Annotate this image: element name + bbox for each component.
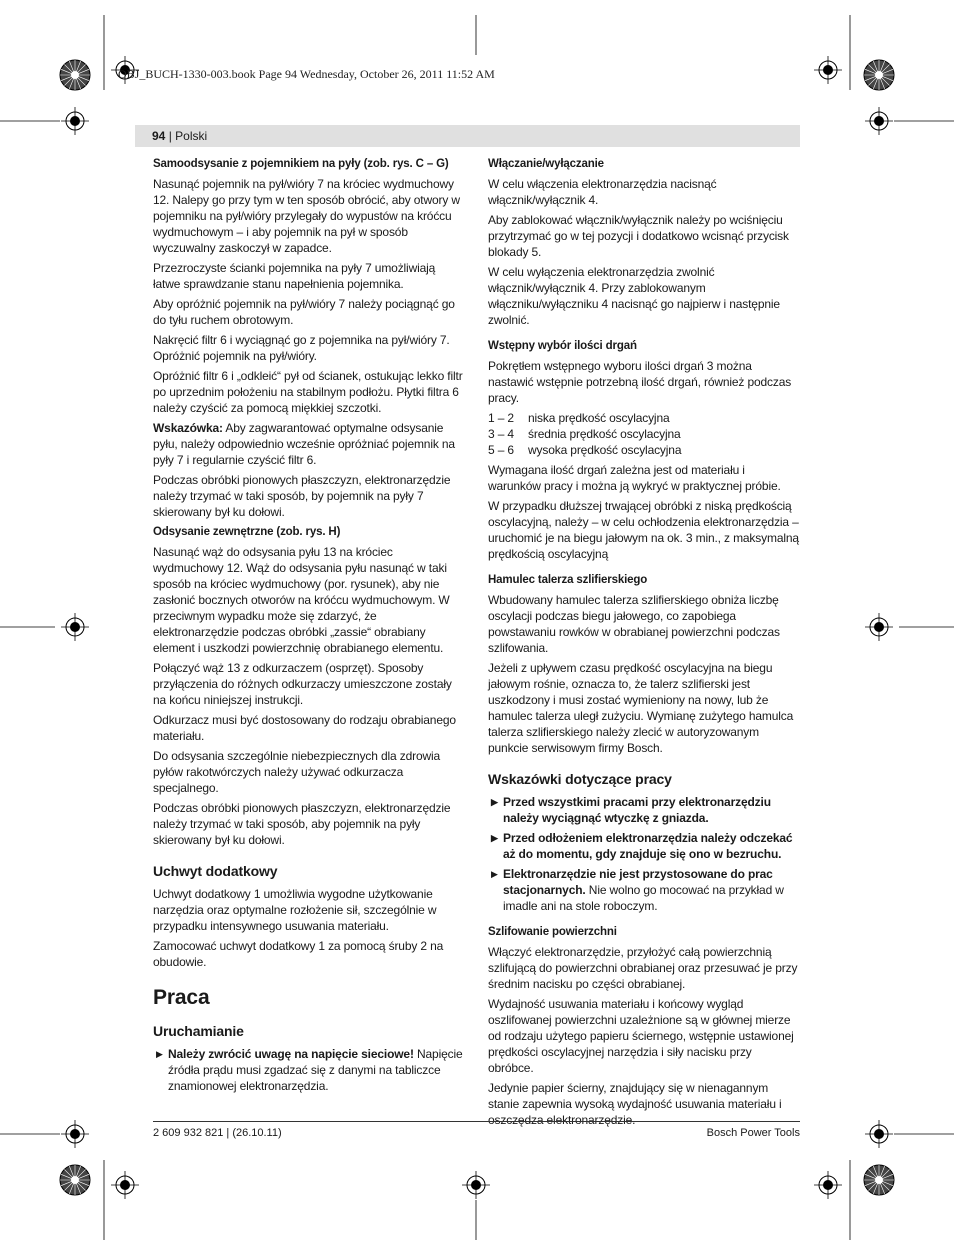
bullet-item [488,794,800,826]
paragraph: Włączyć elektronarzędzie, przyłożyć całą powierzchnią szlifującą do powierzchni obrabianej oraz przesuwać je przy średnim nacisku po części obrabianej. [488,945,798,991]
paragraph: Podczas obróbki pionowych płaszczyzn, elektronarzędzie należy trzymać w taki sposób, aby pojemnik na pyły skierowany był ku dołowi. [153,801,451,847]
bullet-item [153,1046,465,1094]
bullet-item [488,830,800,862]
page-footer [153,1121,800,1139]
heading-starting: Uruchamianie [153,1023,244,1039]
bullet-text: Przed odłożeniem elektronarzędzia należy odczekać aż do momentu, gdy znajduje się ono w bezruchu. [503,831,793,861]
heading-self-dust-extraction: Samoodsysanie z pojemnikiem na pyły (zob. rys. C – G) [153,158,449,170]
triangle-bullet-icon: ▶ [491,869,498,879]
paragraph: Podczas obróbki pionowych płaszczyzn, elektronarzędzie należy trzymać w taki sposób, by pojemnik na pyły 7 skierowany był ku dołowi. [153,473,451,519]
paragraph: Wymagana ilość drgań zależna jest od materiału i warunków pracy i można ją wykryć w praktycznej próbie. [488,463,781,493]
bullet-text: Nie wolno go mocować na przykład w imadle ani na stole roboczym. [503,883,784,913]
oscillation-range-list [488,410,800,458]
right-column [488,156,800,1132]
range-key: 3 – 4 [488,427,514,441]
file-info-header: OBJ_BUCH-1330-003.book Page 94 Wednesday, October 26, 2011 11:52 AM [118,67,495,81]
paragraph: Wydajność usuwania materiału i końcowy wygląd oszlifowanej powierzchni uzależnione są w głównej mierze od rodzaju użytego papieru ściernego, wstępnie ustawionej prędkości oscylacyjnej narzędzia i siły nacisku przy obróbce. [488,997,794,1075]
paragraph: Jedynie papier ścierny, znajdujący się w nienagannym stanie zapewnia wysoką wydajność usuwania materiału i oszczędza elektronarzędzie. [488,1081,782,1127]
paragraph: W celu wyłączenia elektronarzędzia zwolnić włącznik/wyłącznik 4. Przy zablokowanym włączniku/wyłączniku 4 nacisnąć go najpierw i następnie zwolnić. [488,265,780,327]
note-label: Wskazówka: [153,421,223,435]
paragraph: Opróżnić filtr 6 i „odkleić“ pył od ścianek, ostukując lekko filtr po uprzednim położeniu na stabilnym podłożu. Płytki filtra 6 należy czyścić za pomocą miękkiej szczotki. [153,369,463,415]
paragraph: Odkurzacz musi być dostosowany do rodzaju obrabianego materiału. [153,713,456,743]
bullet-text: Przed wszystkimi pracami przy elektronarzędziu należy wyciągnąć wtyczkę z gniazda. [503,795,771,825]
paragraph: Jeżeli z upływem czasu prędkość oscylacyjna na biegu jałowym rośnie, oznacza to, że talerz szlifierski jest uszkodzony i musi zostać wymieniony na nowy, lub że hamulec talerza uległ zużyciu. Wymianę zużytego hamulca talerza szlifierskiego należy zlecić w autoryzowanym punkcie serwisowym firmy Bosch. [488,661,794,755]
range-row [488,410,800,426]
paragraph: W celu włączenia elektronarzędzia nacisnąć włącznik/wyłącznik 4. [488,177,717,207]
paragraph: Zamocować uchwyt dodatkowy 1 za pomocą śruby 2 na obudowie. [153,939,444,969]
heading-external-extraction: Odsysanie zewnętrzne (zob. rys. H) [153,526,341,538]
paragraph: Nasunąć wąż do odsysania pyłu 13 na króciec wydmuchowy 12. Wąż do odsysania pyłu nasunąć w taki sposób na króciec wydmuchowy (por. rysunek), aby nie zasłonić bocznych otworów na króćcu wydmuchowym. W przeciwnym wypadku może się zdarzyć, że elektronarzędzie podczas obróbki „zassie“ obrabiany element i uszkodzi powierzchnię obrabianego elementu. [153,545,450,655]
page-number-label: 94 | Polski [152,129,208,143]
heading-surface-sanding: Szlifowanie powierzchni [488,926,617,938]
range-value: wysoka prędkość oscylacyjna [528,443,682,457]
left-column [153,156,465,1098]
footer-doc-number: 2 609 932 821 | (26.10.11) [153,1127,282,1139]
range-value: niska prędkość oscylacyjna [528,411,670,425]
bullet-bold: Elektronarzędzie nie jest przystosowane do prac stacjonarnych. [503,867,773,897]
paragraph: Połączyć wąż 13 z odkurzaczem (osprzęt). Sposoby przyłączenia do różnych odkurzaczy umieszczone zostały na końcu niniejszej instrukcji. [153,661,452,707]
paragraph: Przezroczyste ścianki pojemnika na pyły 7 umożliwiają łatwe sprawdzanie stanu napełnienia pojemnika. [153,261,436,291]
heading-praca: Praca [153,986,210,1009]
range-value: średnia prędkość oscylacyjna [528,427,681,441]
bullet-bold: Należy zwrócić uwagę na napięcie sieciowe! [168,1047,414,1061]
page-number: 94 [152,129,166,143]
range-row [488,442,800,458]
triangle-bullet-icon: ▶ [156,1049,163,1059]
paragraph: W przypadku dłuższej trwającej obróbki z niską prędkością oscylacyjną, należy – w celu ochłodzenia elektronarzędzia – uruchomić je na biegu jałowym na ok. 3 min., z maksymalną prędkością oscylacyjną [488,499,799,561]
bullet-text: Napięcie źródła prądu musi zgadzać się z danymi na tabliczce znamionowej elektronarzędzia. [168,1047,463,1093]
heading-oscillation-preselect: Wstępny wybór ilości drgań [488,340,637,352]
heading-pad-brake: Hamulec talerza szlifierskiego [488,574,648,586]
range-key: 5 – 6 [488,443,514,457]
triangle-bullet-icon: ▶ [491,833,498,843]
triangle-bullet-icon: ▶ [491,797,498,807]
heading-working-advice: Wskazówki dotyczące pracy [488,771,672,787]
section-language: Polski [175,129,208,143]
bullet-item [488,866,800,914]
paragraph: Nakręcić filtr 6 i wyciągnąć go z pojemnika na pył/wióry 7. Opróżnić pojemnik na pył/wióry. [153,333,450,363]
footer-brand: Bosch Power Tools [706,1127,800,1139]
paragraph: Aby opróżnić pojemnik na pył/wióry 7 należy pociągnąć go do tyłu ruchem obrotowym. [153,297,455,327]
range-key: 1 – 2 [488,411,514,425]
paragraph: Pokrętłem wstępnego wyboru ilości drgań 3 można nastawić wstępnie potrzebną ilość drgań, również podczas pracy. [488,359,792,405]
page-header-band [135,125,800,147]
note-text: Aby zagwarantować optymalne odsysanie pyłu, należy odpowiednio wcześnie opróżniać pojemnik na pyły 7 i regularnie czyścić filtr 6. [153,421,455,467]
paragraph: Wbudowany hamulec talerza szlifierskiego obniża liczbę oscylacji podczas biegu jałowego, co zapobiega powstawaniu rowków w obrabianej powierzchni podczas szlifowania. [488,593,780,655]
heading-auxiliary-handle: Uchwyt dodatkowy [153,863,278,879]
paragraph: Do odsysania szczególnie niebezpiecznych dla zdrowia pyłów rakotwórczych należy używać odkurzacza specjalnego. [153,749,441,795]
heading-on-off: Włączanie/wyłączanie [488,158,604,170]
paragraph: Uchwyt dodatkowy 1 umożliwia wygodne użytkowanie narzędzia oraz optymalne rozłożenie sił, szczególnie w przypadku intensywnego usuwania materiału. [153,887,437,933]
paragraph: Nasunąć pojemnik na pył/wióry 7 na króciec wydmuchowy 12. Nalepy go przy tym w ten sposób obrócić, aby otwory w pojemniku na pył/wióry przylegały do wypustów na króćcu wydmuchowym – i aby pojemnik na pył w sposób wyczuwalny zaskoczył w zapadce. [153,177,460,255]
range-row [488,426,800,442]
note-paragraph [153,420,465,468]
paragraph: Aby zablokować włącznik/wyłącznik należy po wciśnięciu przytrzymać go w tej pozycji i dodatkowo wcisnąć przycisk blokady 5. [488,213,789,259]
